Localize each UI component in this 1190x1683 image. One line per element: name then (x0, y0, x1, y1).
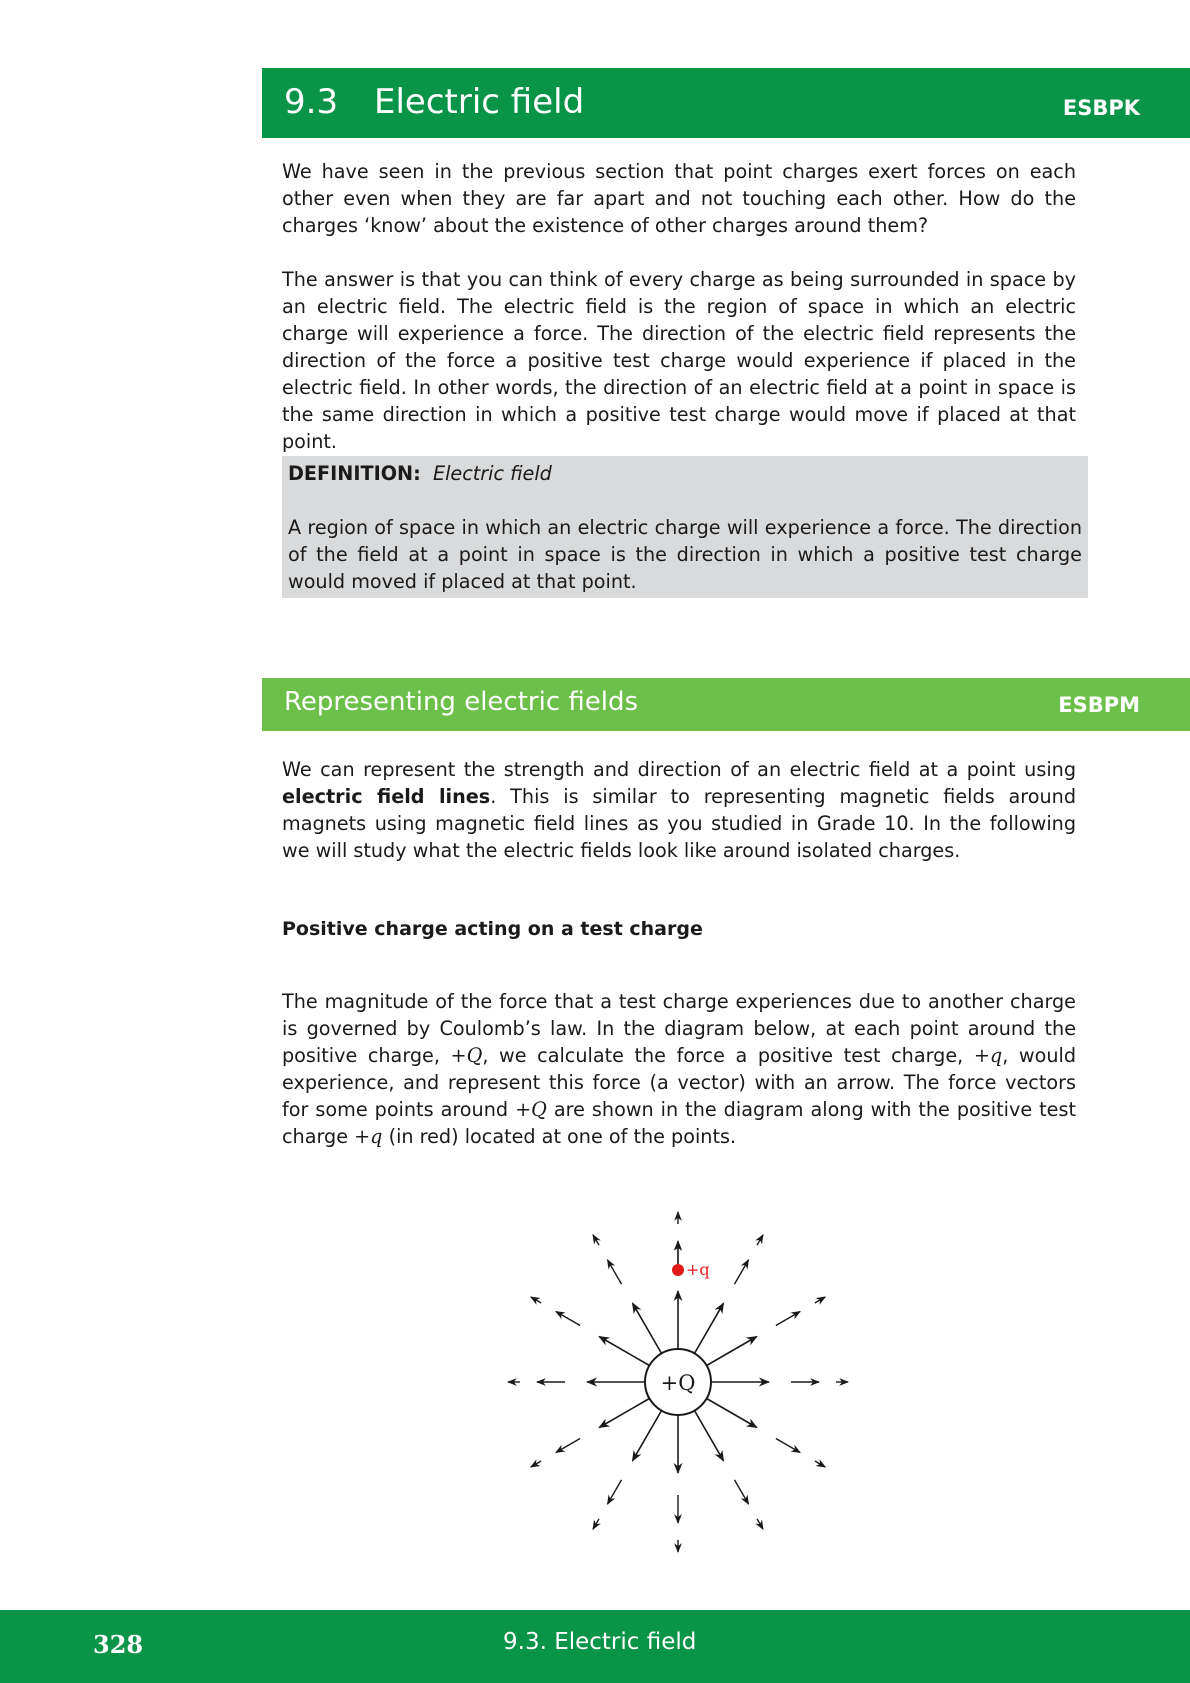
coulomb-text-5: (in red) located at one of the points. (382, 1125, 737, 1148)
subheading: Positive charge acting on a test charge (282, 918, 703, 940)
field-arrow (608, 1260, 622, 1284)
field-arrow (735, 1260, 749, 1284)
field-arrow (695, 1303, 724, 1353)
field-arrow (707, 1337, 757, 1366)
page-number: 328 (93, 1630, 144, 1659)
field-arrow (815, 1461, 825, 1467)
field-arrow (735, 1480, 749, 1504)
field-arrow (776, 1439, 800, 1453)
coulomb-text-2: , we calculate the force a positive test charge, (482, 1044, 974, 1067)
field-arrow (531, 1297, 541, 1303)
source-charge-label: +Q (660, 1371, 696, 1395)
field-arrow (695, 1411, 724, 1461)
math-plus-Q-2: +Q (515, 1098, 547, 1121)
test-charge-dot (672, 1264, 684, 1276)
field-arrow (757, 1235, 763, 1245)
math-plus-q-1: +q (973, 1044, 1003, 1067)
representing-text-end: . This is similar to representing magnetic fields around magnets using magnetic field lines as you studied in Grade 10. In the following we will study what the electric fields look like around isolated charges. (282, 785, 1077, 862)
coulomb-text-3: , would experience, and represent this force (a vector) with an arrow. The force vectors for some points around (282, 1044, 1076, 1121)
section-code: ESBPK (1062, 96, 1140, 120)
section-number: 9.3 (284, 82, 339, 122)
field-arrow (608, 1480, 622, 1504)
test-charge (672, 1242, 710, 1279)
field-arrow (556, 1439, 580, 1453)
field-arrow (707, 1399, 757, 1428)
test-charge-label: +q (686, 1260, 710, 1279)
page-footer (0, 1610, 1190, 1683)
representing-bold-term: electric field lines (282, 785, 491, 808)
field-arrow (599, 1337, 649, 1366)
field-arrow (633, 1411, 662, 1461)
subsection-code: ESBPM (1058, 693, 1140, 717)
section-title: Electric field (374, 82, 585, 122)
definition-label: DEFINITION: (288, 462, 421, 485)
coulomb-text-1: The magnitude of the force that a test charge experiences due to another charge is governed by Coulomb’s law. In the diagram below, at each point around the positive charge, (282, 990, 1076, 1067)
footer-label: 9.3. Electric field (503, 1629, 697, 1655)
field-arrow (556, 1312, 580, 1326)
field-arrow (815, 1297, 825, 1303)
definition-text: A region of space in which an electric charge will experience a force. The direction of the field at a point in space is the direction in which a positive test charge would moved if placed at that point. (288, 516, 1082, 593)
field-arrow (593, 1519, 599, 1529)
math-plus-Q-1: +Q (450, 1044, 483, 1067)
subsection-title: Representing electric fields (284, 687, 639, 717)
field-arrow (599, 1399, 649, 1428)
field-arrow (633, 1303, 662, 1353)
coulomb-text-4: are shown in the diagram along with the positive test charge (282, 1098, 1076, 1148)
field-arrow (776, 1312, 800, 1326)
intro-paragraph-1: We have seen in the previous section that point charges exert forces on each other even when they are far apart and not touching each other. How do the charges ‘know’ about the existence of other charges around them? (282, 160, 1076, 237)
math-plus-q-2: +q (354, 1125, 383, 1148)
definition-term: Electric field (432, 462, 552, 485)
representing-text-start: We can represent the strength and direction of an electric field at a point using (282, 758, 1076, 781)
intro-paragraph-2: The answer is that you can think of every charge as being surrounded in space by an electric field. The electric field is the region of space in which an electric charge will experience a force. The direction of the electric field represents the direction of the force a positive test charge would experience if placed in the electric field. In other words, the direction of an electric field at a point in space is the same direction in which a positive test charge would move if placed at that point. (282, 268, 1076, 453)
field-arrow (593, 1235, 599, 1245)
field-arrow (531, 1461, 541, 1467)
field-arrow (757, 1519, 763, 1529)
